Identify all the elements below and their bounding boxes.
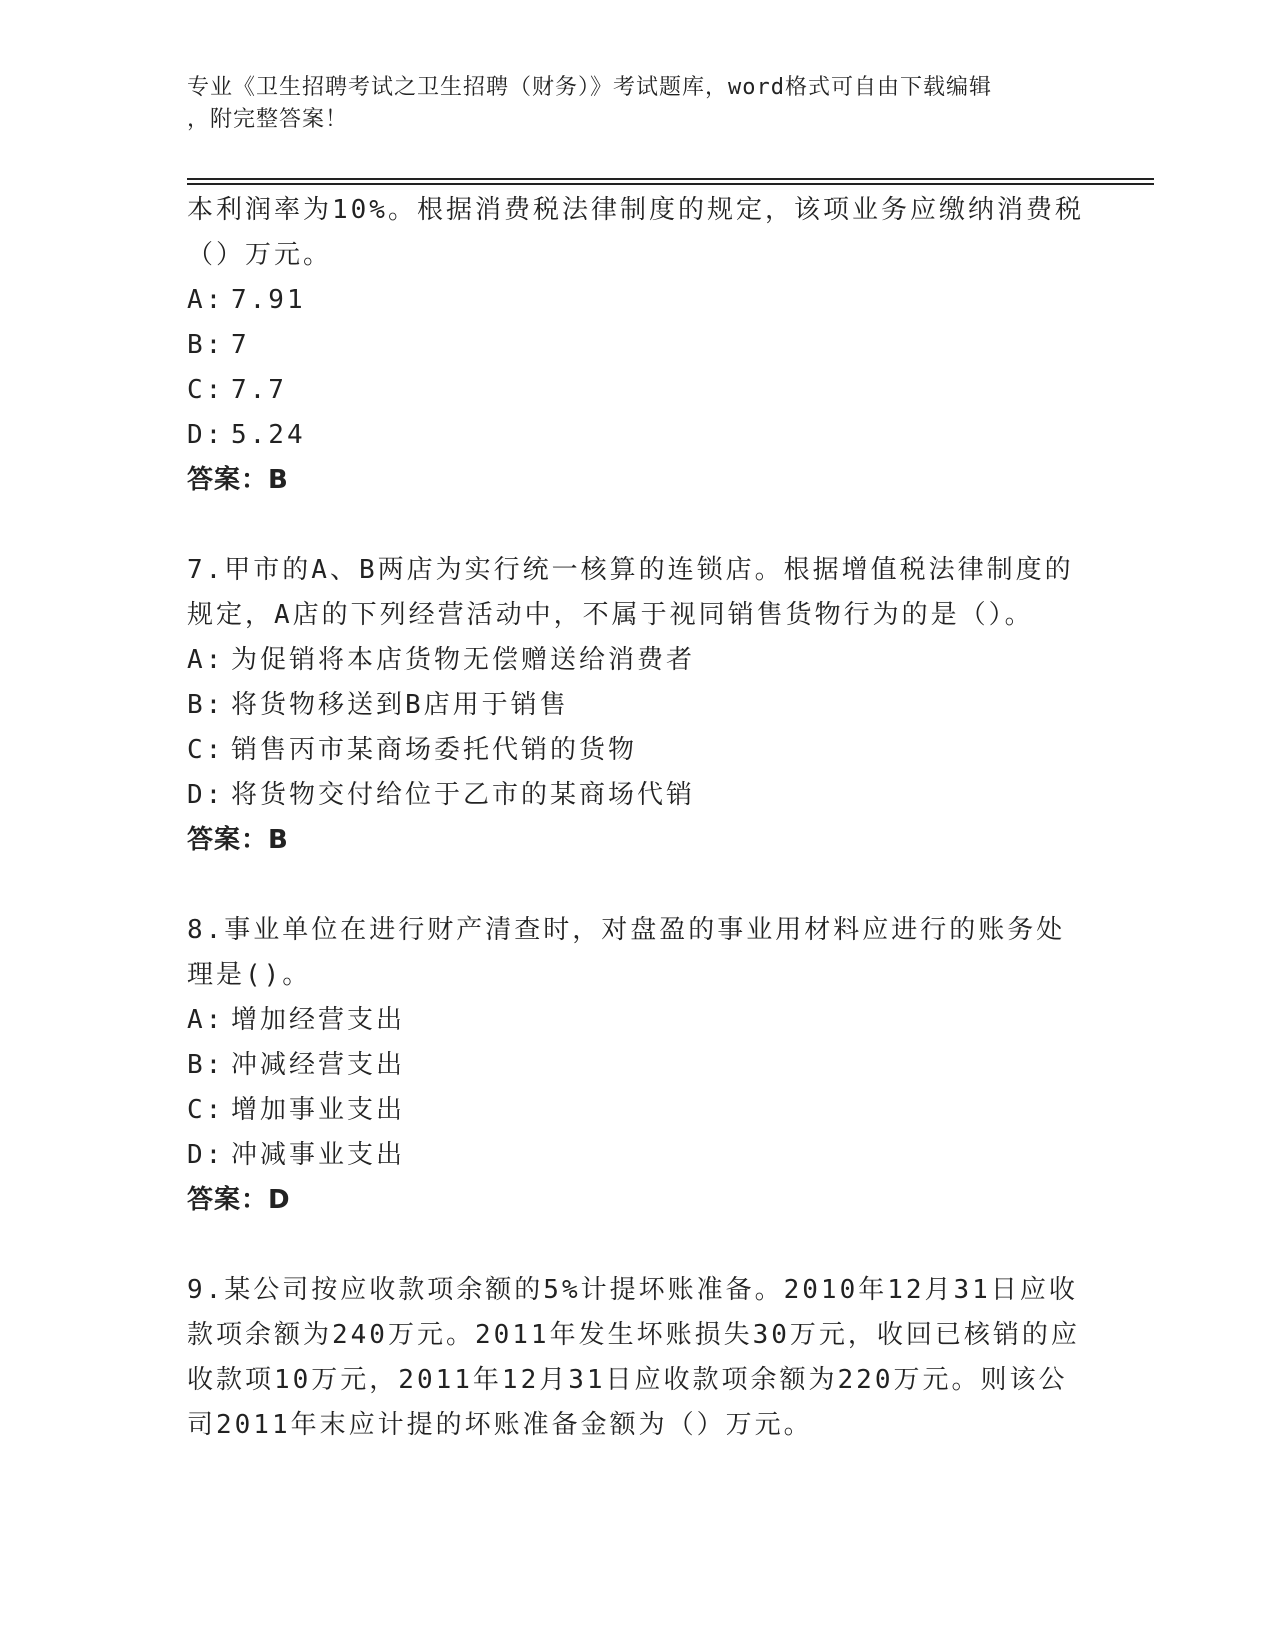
option-text: 7.91	[231, 285, 306, 315]
option-text: 5.24	[231, 420, 306, 450]
option-letter: B:	[187, 690, 225, 720]
option-c	[187, 728, 1087, 773]
document-header	[187, 72, 1087, 136]
option-letter: C:	[187, 735, 225, 765]
question-text-line: 本利润率为10%。根据消费税法律制度的规定，该项业务应缴纳消费税	[187, 195, 1084, 225]
option-letter: A:	[187, 1005, 225, 1035]
option-b	[187, 1043, 1087, 1088]
option-d	[187, 413, 1087, 458]
option-letter: A:	[187, 645, 225, 675]
question-8	[187, 908, 1087, 1223]
option-a	[187, 638, 1087, 683]
question-text-line: 理是()。	[187, 960, 312, 990]
option-letter: D:	[187, 420, 225, 450]
option-a	[187, 998, 1087, 1043]
option-text: 冲减事业支出	[231, 1140, 406, 1170]
question-list	[187, 188, 1087, 1448]
option-letter: C:	[187, 375, 225, 405]
spacer	[187, 863, 1087, 908]
header-line-1: 专业《卫生招聘考试之卫生招聘（财务）》考试题库，word格式可自由下载编辑	[187, 75, 992, 100]
option-letter: B:	[187, 1050, 225, 1080]
question-text-line: 司2011年末应计提的坏账准备金额为（）万元。	[187, 1410, 813, 1440]
spacer	[187, 503, 1087, 548]
option-text: 将货物交付给位于乙市的某商场代销	[231, 780, 696, 810]
option-c	[187, 1088, 1087, 1133]
option-text: 增加事业支出	[231, 1095, 406, 1125]
question-text-line: 款项余额为240万元。2011年发生坏账损失30万元，收回已核销的应	[187, 1320, 1080, 1350]
option-letter: D:	[187, 1140, 225, 1170]
question-text-line: 规定，A店的下列经营活动中，不属于视同销售货物行为的是（）。	[187, 600, 1034, 630]
option-text: 将货物移送到B店用于销售	[231, 690, 569, 720]
question-7	[187, 548, 1087, 863]
question-text-line: 9.某公司按应收款项余额的5%计提坏账准备。2010年12月31日应收	[187, 1275, 1078, 1305]
question-text-line: （）万元。	[187, 240, 333, 270]
answer-line: 答案：B	[187, 825, 289, 855]
option-b	[187, 323, 1087, 368]
option-d	[187, 1133, 1087, 1178]
spacer	[187, 1223, 1087, 1268]
option-letter: B:	[187, 330, 225, 360]
option-text: 销售丙市某商场委托代销的货物	[231, 735, 638, 765]
option-letter: C:	[187, 1095, 225, 1125]
option-a	[187, 278, 1087, 323]
question-6	[187, 188, 1087, 503]
header-divider-bottom	[187, 183, 1154, 185]
option-text: 7.7	[231, 375, 287, 405]
option-text: 冲减经营支出	[231, 1050, 406, 1080]
option-d	[187, 773, 1087, 818]
option-letter: A:	[187, 285, 225, 315]
question-text-line: 8.事业单位在进行财产清查时，对盘盈的事业用材料应进行的账务处	[187, 915, 1066, 945]
option-letter: D:	[187, 780, 225, 810]
option-c	[187, 368, 1087, 413]
option-text: 增加经营支出	[231, 1005, 406, 1035]
header-divider-top	[187, 178, 1154, 180]
question-9	[187, 1268, 1087, 1448]
question-text-line: 7.甲市的A、B两店为实行统一核算的连锁店。根据增值税法律制度的	[187, 555, 1074, 585]
option-b	[187, 683, 1087, 728]
header-line-2: ，附完整答案！	[187, 107, 349, 132]
option-text: 7	[231, 330, 250, 360]
answer-line: 答案：D	[187, 1185, 291, 1215]
answer-line: 答案：B	[187, 465, 289, 495]
question-text-line: 收款项10万元，2011年12月31日应收款项余额为220万元。则该公	[187, 1365, 1068, 1395]
option-text: 为促销将本店货物无偿赠送给消费者	[231, 645, 696, 675]
